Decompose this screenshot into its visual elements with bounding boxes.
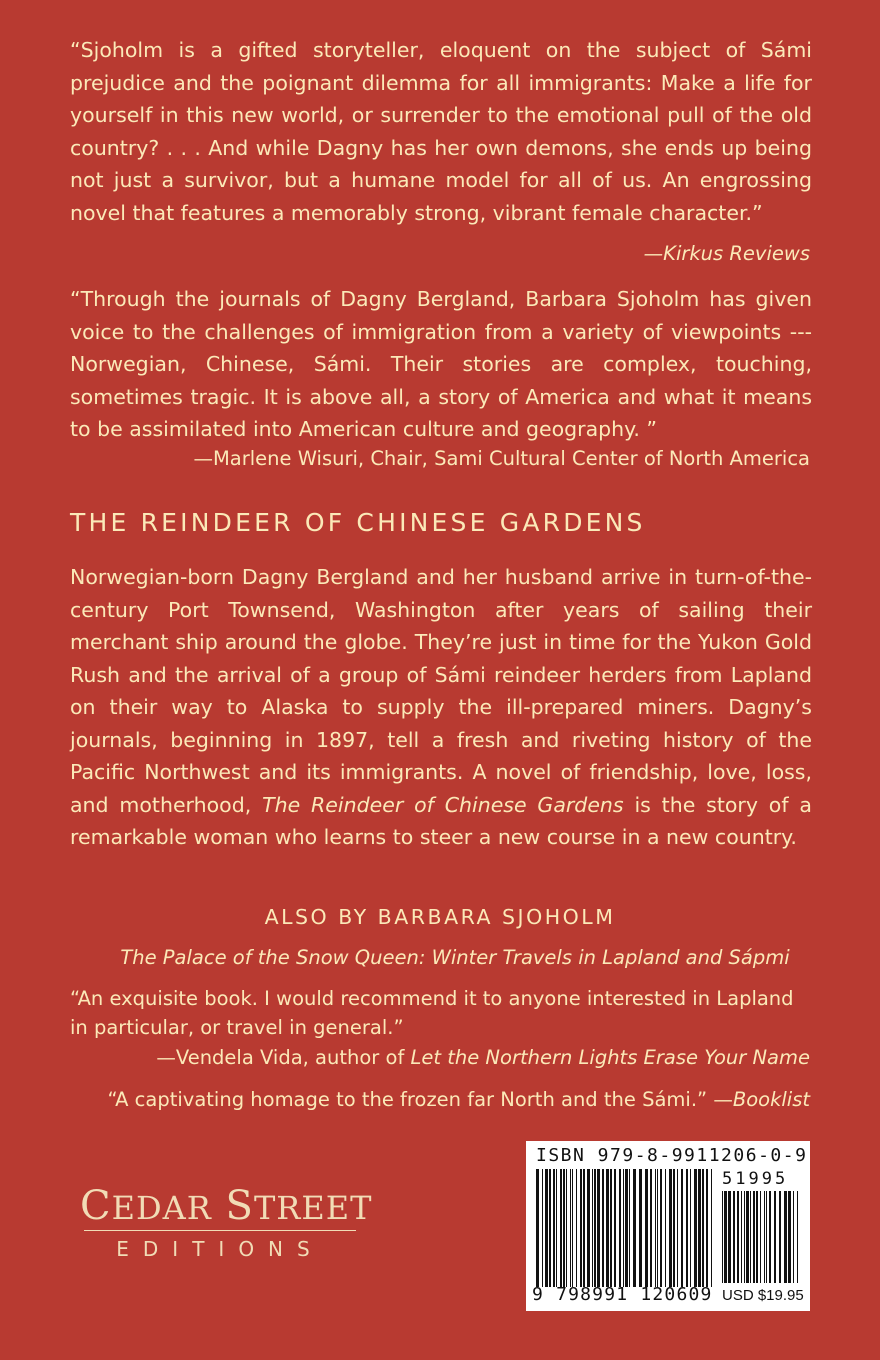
barcode-bar	[744, 1191, 745, 1283]
book-synopsis	[70, 561, 812, 854]
barcode-bar	[774, 1191, 776, 1283]
barcode-bar	[694, 1169, 697, 1287]
barcode-bar	[741, 1191, 742, 1283]
also-by-quote-1: “An exquisite book. I would recommend it to anyone interested in Lapland in particular, or travel in general.”	[70, 987, 794, 1039]
quote-2-source: Booklist	[732, 1088, 810, 1111]
barcode-bar	[623, 1169, 624, 1287]
barcode-bar	[645, 1169, 648, 1287]
barcode-bar	[629, 1169, 630, 1287]
barcode-bar	[602, 1169, 604, 1287]
barcode-bar	[549, 1169, 551, 1287]
quote-1-source-title: Let the Northern Lights Erase Your Name	[410, 1046, 810, 1069]
barcode-bar	[681, 1169, 683, 1287]
also-by-heading: ALSO BY BARBARA SJOHOLM	[264, 905, 616, 929]
also-by-quote-2	[108, 1086, 810, 1114]
barcode-bar	[673, 1169, 675, 1287]
synopsis-book-title: The Reindeer of Chinese Gardens	[262, 792, 624, 817]
barcode-bar	[570, 1169, 571, 1287]
barcode-bar	[706, 1169, 708, 1287]
barcode-bar	[556, 1169, 557, 1287]
barcode-bar	[594, 1169, 596, 1287]
barcode-bar	[733, 1191, 735, 1283]
barcode-bar	[657, 1169, 658, 1287]
barcode-bar	[769, 1191, 771, 1283]
barcode-bar	[724, 1191, 727, 1283]
barcode-bar	[592, 1169, 593, 1287]
barcode-bar	[542, 1169, 543, 1287]
review-kirkus-source: —Kirkus Reviews	[643, 242, 810, 265]
review-kirkus-quote: “Sjoholm is a gifted storyteller, eloquent on the subject of Sámi prejudice and the poignant dilemma for all immigrants: Make a life for yourself in this new world, or surrender to the emotional pull of the old country? . . . And while Dagny has her own demons, she ends up being not just a survivor, but a humane model for all of us. An engrossing novel that features a memorably strong, vibrant female character.”	[70, 38, 812, 225]
barcode-bar	[784, 1191, 787, 1283]
isbn-text: ISBN 979-8-9911206-0-9	[536, 1145, 808, 1166]
barcode-bar	[619, 1169, 621, 1287]
review-wisuri-source: —Marlene Wisuri, Chair, Sami Cultural Center of North America	[193, 447, 810, 470]
barcode-bar	[655, 1169, 656, 1287]
isbn-barcode	[526, 1141, 810, 1311]
barcode-bar	[566, 1169, 567, 1287]
barcode-bar	[545, 1169, 548, 1287]
also-by-quote-1-source	[156, 1044, 810, 1072]
barcode-bar	[660, 1169, 662, 1287]
barcode-bar	[711, 1169, 712, 1287]
barcode-bar	[580, 1169, 582, 1287]
barcode-bar	[750, 1191, 751, 1283]
synopsis-text-1: Norwegian-born Dagny Bergland and her husband arrive in turn-of-the-century Port Townsend, Washington after years of sailing their merchant ship around the globe. They’re just in time for the Yukon Gold Rush and the arrival of a group of Sámi reindeer herders from Lapland on their way to Alaska to supply the ill-prepared miners. Dagny’s journals, beginning in 1897, tell a fresh and riveting history of the Pacific Northwest and its immigrants. A novel of friendship, love, loss, and motherhood,	[70, 565, 812, 817]
quote-1-source-prefix: —Vendela Vida, author of	[156, 1046, 411, 1069]
book-title-heading: THE REINDEER OF CHINESE GARDENS	[70, 508, 646, 537]
barcode-bar	[633, 1169, 636, 1287]
barcode-bar	[746, 1191, 749, 1283]
barcode-bar	[728, 1191, 731, 1283]
synopsis-text-2: is the story of a remarkable woman who learns to steer a new course in a new country.	[70, 792, 812, 849]
price-label: USD $19.95	[722, 1287, 804, 1304]
barcode-bar	[764, 1191, 765, 1283]
ean-digits: 9 798991 120609	[532, 1284, 713, 1305]
publisher-sub: EDITIONS	[116, 1237, 324, 1261]
barcode-bar	[606, 1169, 609, 1287]
barcode-bar	[587, 1169, 590, 1287]
barcode-bar	[737, 1191, 739, 1283]
barcode-bar	[698, 1169, 701, 1287]
barcode-bar	[614, 1169, 616, 1287]
barcode-bar	[677, 1169, 678, 1287]
barcode-bar	[563, 1169, 565, 1287]
barcode-bar	[583, 1169, 585, 1287]
barcode-bar	[690, 1169, 691, 1287]
barcode-bar	[536, 1169, 539, 1287]
barcode-bar	[553, 1169, 555, 1287]
barcode-bar	[686, 1169, 688, 1287]
barcode-bar	[572, 1169, 573, 1287]
also-by-book-title: The Palace of the Snow Queen: Winter Travels in Lapland and Sápmi	[120, 946, 790, 969]
barcode-bar	[560, 1169, 562, 1287]
barcode-bar	[576, 1169, 577, 1287]
review-wisuri-quote: “Through the journals of Dagny Bergland, Barbara Sjoholm has given voice to the challenges of immigration from a variety of viewpoints --- Norwegian, Chinese, Sámi. Their stories are complex, touching, sometimes tragic. It is above all, a story of America and what it means to be assimilated into American culture and geography. ”	[70, 287, 812, 441]
barcode-bar	[753, 1191, 755, 1283]
barcode-bar	[702, 1169, 704, 1287]
barcode-bar	[793, 1191, 794, 1283]
barcode-bar	[722, 1191, 723, 1283]
quote-2-text: “A captivating homage to the frozen far North and the Sámi.” —	[107, 1088, 733, 1111]
barcode-bar	[650, 1169, 652, 1287]
barcode-bar	[766, 1191, 767, 1283]
barcode-bar	[788, 1191, 791, 1283]
barcode-bar	[669, 1169, 672, 1287]
publisher-logo	[80, 1183, 373, 1261]
publisher-name: CEDAR STREET	[80, 1183, 373, 1229]
barcode-bar	[625, 1169, 628, 1287]
barcode-bar	[639, 1169, 642, 1287]
publisher-rule	[84, 1230, 356, 1231]
barcode-bar	[610, 1169, 612, 1287]
barcode-bar	[760, 1191, 761, 1283]
barcode-bar	[756, 1191, 758, 1283]
barcode-bar	[597, 1169, 600, 1287]
barcode-bar	[665, 1169, 666, 1287]
barcode-bar	[797, 1191, 798, 1283]
price-code: 51995	[722, 1169, 789, 1189]
barcode-bar	[779, 1191, 781, 1283]
